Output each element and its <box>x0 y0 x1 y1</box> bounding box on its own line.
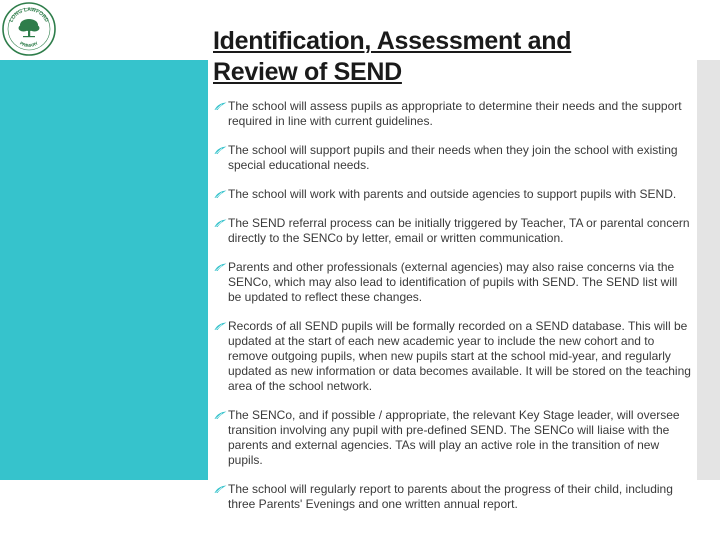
quill-bullet-icon <box>214 411 227 420</box>
quill-bullet-icon <box>214 485 227 494</box>
slide-title-line-2: Review of SEND <box>213 58 402 86</box>
quill-bullet-icon <box>214 146 227 155</box>
slide-title-line-1: Identification, Assessment and <box>213 27 572 55</box>
bullet-item <box>213 319 691 394</box>
quill-bullet-icon <box>214 219 227 228</box>
quill-bullet-icon <box>214 190 227 199</box>
bullet-item <box>213 187 691 202</box>
bullet-text: The school will assess pupils as appropriate to determine their needs and the support required in line with current guidelines. <box>228 99 682 128</box>
quill-bullet-icon <box>214 322 227 331</box>
accent-side-panel <box>0 60 208 480</box>
bullet-text: Parents and other professionals (external agencies) may also raise concerns via the SENCo, which may also lead to identification of pupils with SEND. The SEND list will be updated to reflect these changes. <box>228 260 678 304</box>
bullet-item <box>213 408 691 468</box>
bullet-item <box>213 260 691 305</box>
logo-top-text: LONG LAWFORD <box>8 6 50 24</box>
bullet-text: The school will work with parents and outside agencies to support pupils with SEND. <box>228 187 677 201</box>
bullet-text: Records of all SEND pupils will be formally recorded on a SEND database. This will be updated at the start of each new academic year to include the new cohort and to remove outgoing pupils, when new pupils start at the school mid-year, and regularly updated as new information or data becomes available. It will be stored on the teaching area of the school network. <box>228 319 691 393</box>
bullet-text: The school will regularly report to parents about the progress of their child, including three Parents' Evenings and one written annual report. <box>228 482 673 511</box>
bullet-item <box>213 143 691 173</box>
bullet-text: The SEND referral process can be initially triggered by Teacher, TA or parental concern directly to the SENCo by letter, email or written communication. <box>228 216 690 245</box>
bullet-item <box>213 482 691 512</box>
slide-title <box>213 26 683 88</box>
bullet-text: The SENCo, and if possible / appropriate, the relevant Key Stage leader, will oversee transition involving any pupil with pre-defined SEND. The SENCo will liaise with the parents and external agencies. TAs will play an active role in the transition of new pupils. <box>228 408 680 467</box>
logo-bottom-text: PRIMARY <box>19 40 39 49</box>
school-logo <box>1 1 57 57</box>
bullet-list <box>213 99 691 526</box>
bullet-text: The school will support pupils and their needs when they join the school with existing special educational needs. <box>228 143 678 172</box>
bullet-item <box>213 216 691 246</box>
right-gray-strip <box>697 60 720 480</box>
bullet-item <box>213 99 691 129</box>
quill-bullet-icon <box>214 102 227 111</box>
quill-bullet-icon <box>214 263 227 272</box>
